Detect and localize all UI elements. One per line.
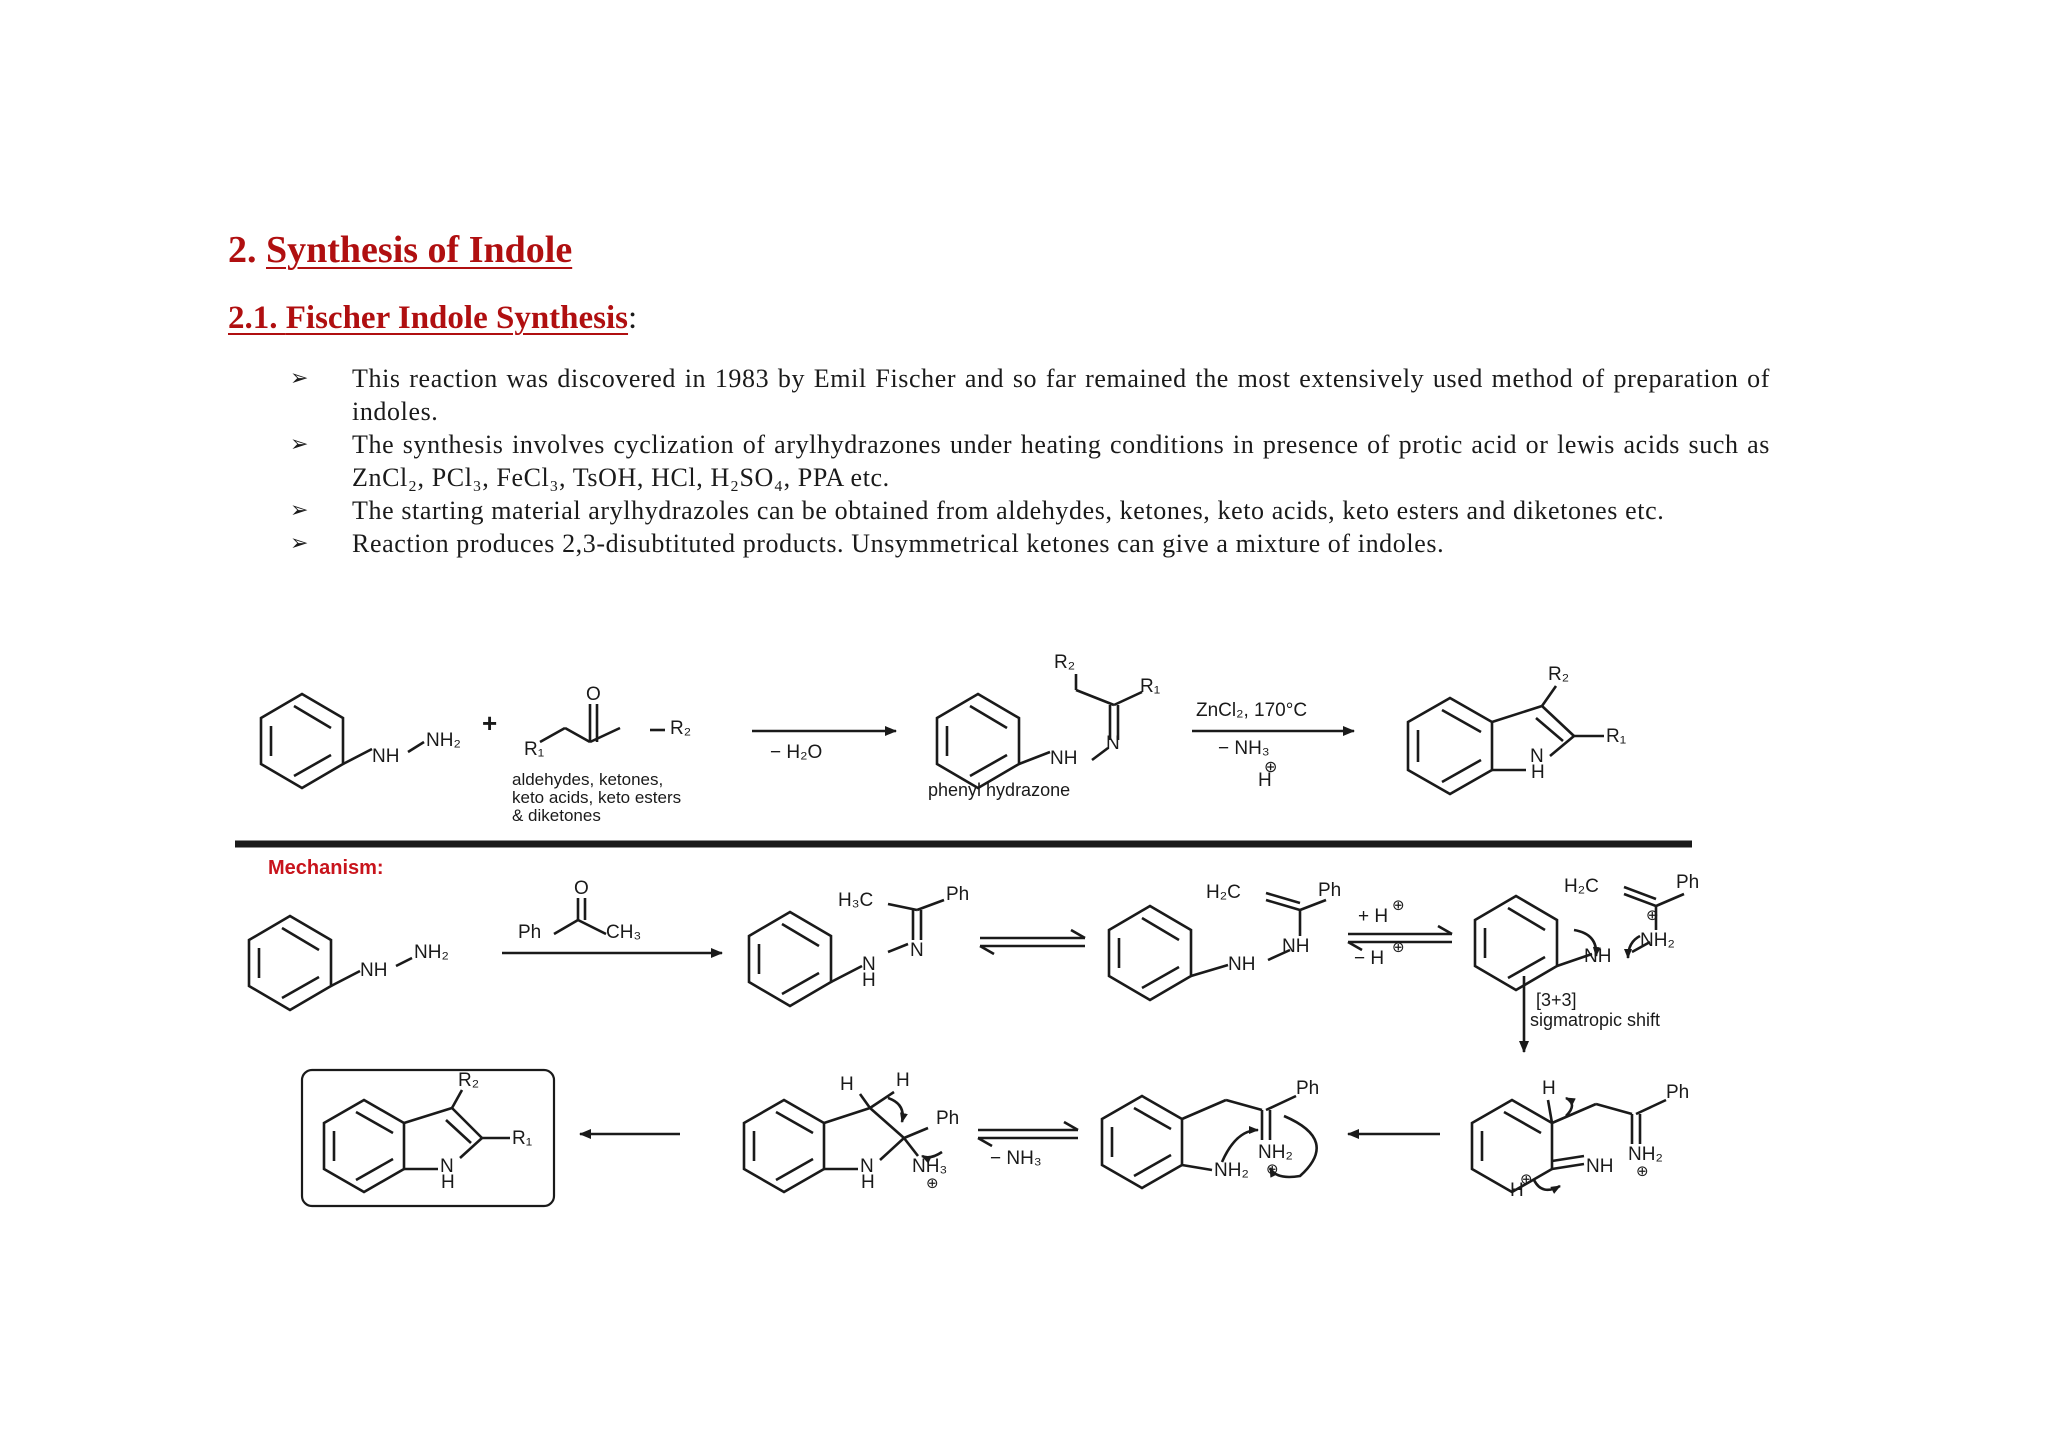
- arrow-bullet-icon: ➢: [290, 498, 310, 523]
- proton-label: H: [1258, 770, 1272, 791]
- plus-charge-icon: ⊕: [1392, 897, 1405, 914]
- aminal-structure: [744, 1092, 942, 1192]
- h-label: H: [862, 970, 876, 991]
- r2-label: R₂: [1548, 664, 1570, 685]
- h-label: H: [861, 1172, 875, 1193]
- plus-sign: +: [482, 708, 498, 738]
- nh2-label: NH₂: [1640, 930, 1675, 951]
- bullet-text: Reaction produces 2,3-disubtituted products. Unsymmetrical ketones can give a mixture of indoles.: [352, 529, 1445, 558]
- ph-label: Ph: [1676, 872, 1700, 893]
- ammonia-loss-condition: − NH₃: [1218, 738, 1270, 759]
- nh-label: NH: [372, 746, 400, 767]
- carbonyl-caption-line: keto acids, keto esters: [512, 788, 682, 807]
- carbonyl-caption-line: & diketones: [512, 806, 601, 825]
- nh2-label: NH₂: [426, 730, 461, 751]
- plus-charge-icon: ⊕: [1266, 1161, 1279, 1178]
- zncl2-condition: ZnCl₂, 170°C: [1196, 700, 1308, 721]
- ph-label: Ph: [518, 922, 542, 943]
- nh2-label: NH₂: [1214, 1160, 1249, 1181]
- water-loss-condition: − H₂O: [770, 742, 823, 763]
- r1-label: R₁: [512, 1128, 533, 1149]
- n-label: N: [860, 1156, 874, 1177]
- h-label: H: [1542, 1078, 1556, 1099]
- section-number: 2.: [228, 229, 257, 271]
- ph-label: Ph: [946, 884, 970, 905]
- carbonyl-caption-line: aldehydes, ketones,: [512, 770, 664, 789]
- section-title: Synthesis of Indole: [266, 229, 573, 271]
- sigmatropic-label-line: sigmatropic shift: [1530, 1010, 1661, 1030]
- nh-label: NH: [1050, 748, 1078, 769]
- nh-label: NH: [1586, 1156, 1614, 1177]
- protonation-label: + H: [1358, 906, 1389, 927]
- plus-charge-icon: ⊕: [1264, 759, 1278, 776]
- ph-label: Ph: [1296, 1078, 1320, 1099]
- ph-label: Ph: [1318, 880, 1342, 901]
- phenylhydrazine-structure: [261, 694, 424, 788]
- r2-label: R₂: [458, 1070, 480, 1091]
- indole-product-structure: [1408, 686, 1604, 794]
- n-label: N: [1106, 733, 1120, 754]
- n-label: N: [1530, 746, 1544, 767]
- arrow-bullet-icon: ➢: [290, 432, 310, 457]
- n-label: N: [862, 954, 876, 975]
- r2-label: R₂: [1054, 652, 1076, 673]
- acetophenone-structure: [554, 898, 606, 934]
- bullet-text: The starting material arylhydrazoles can be obtained from aldehydes, ketones, keto acids, keto esters and diketones etc.: [352, 496, 1665, 525]
- h-label: H: [840, 1074, 854, 1095]
- n-label: N: [910, 940, 924, 961]
- nh3-label: NH₃: [912, 1156, 948, 1177]
- nh-label: NH: [360, 960, 388, 981]
- r1-label: R₁: [1140, 676, 1161, 697]
- r1-label: R₁: [524, 739, 545, 760]
- plus-charge-icon: ⊕: [1392, 939, 1405, 956]
- arrow-bullet-icon: ➢: [290, 531, 310, 556]
- h-label: H: [1531, 762, 1545, 783]
- r2-label: R₂: [670, 718, 692, 739]
- plus-charge-icon: ⊕: [926, 1175, 939, 1192]
- o-label: O: [586, 684, 601, 705]
- nh-label: NH: [1228, 954, 1256, 975]
- h-label: H: [441, 1172, 455, 1193]
- r1-label: R₁: [1606, 726, 1627, 747]
- bullet-text: The synthesis involves cyclization of arylhydrazones under heating conditions in presence of protic acid or lewis acids such as ZnCl₂, PCl₃, FeCl₃, TsOH, HCl, H₂SO₄, PPA etc.: [352, 430, 1770, 492]
- plus-charge-icon: ⊕: [1646, 907, 1659, 924]
- mechanism-phenylhydrazine-structure: [249, 916, 412, 1010]
- sigmatropic-label-line: [3+3]: [1536, 990, 1577, 1010]
- mechanism-title: Mechanism:: [268, 857, 384, 879]
- subsection-title: Fischer Indole Synthesis: [285, 300, 629, 336]
- h-label: H: [1510, 1180, 1524, 1201]
- deprotonation-label: − H: [1354, 948, 1385, 969]
- subsection-number: 2.1.: [228, 300, 278, 336]
- nh-label: NH: [1282, 936, 1310, 957]
- equilibrium-arrows: [978, 1122, 1078, 1146]
- nh2-label: NH₂: [414, 942, 449, 963]
- bullet-text: This reaction was discovered in 1983 by Emil Fischer and so far remained the most extensively used method of preparation of indoles.: [352, 364, 1770, 426]
- arrow-bullet-icon: ➢: [290, 366, 310, 391]
- subsection-colon: :: [628, 300, 638, 336]
- h2c-label: H₂C: [1564, 876, 1599, 897]
- ph-label: Ph: [1666, 1082, 1690, 1103]
- h-label: H: [896, 1070, 910, 1091]
- h3c-label: H₃C: [838, 890, 874, 911]
- ch3-label: CH₃: [606, 922, 642, 943]
- nh2-label: NH₂: [1258, 1142, 1293, 1163]
- plus-charge-icon: ⊕: [1636, 1163, 1649, 1180]
- boxed-indole-structure: [324, 1090, 510, 1192]
- plus-charge-icon: ⊕: [1520, 1171, 1533, 1188]
- phenyl-hydrazone-structure: [937, 674, 1142, 788]
- h2c-label: H₂C: [1206, 882, 1241, 903]
- nh2-label: NH₂: [1628, 1144, 1663, 1165]
- ammonia-loss-label: − NH₃: [990, 1148, 1042, 1169]
- carbonyl-compound-structure: [540, 704, 665, 742]
- hydrazone-caption: phenyl hydrazone: [928, 780, 1071, 800]
- n-label: N: [440, 1156, 454, 1177]
- o-label: O: [574, 878, 589, 899]
- nh-label: NH: [1584, 946, 1612, 967]
- equilibrium-arrows: [980, 930, 1085, 954]
- ph-label: Ph: [936, 1108, 960, 1129]
